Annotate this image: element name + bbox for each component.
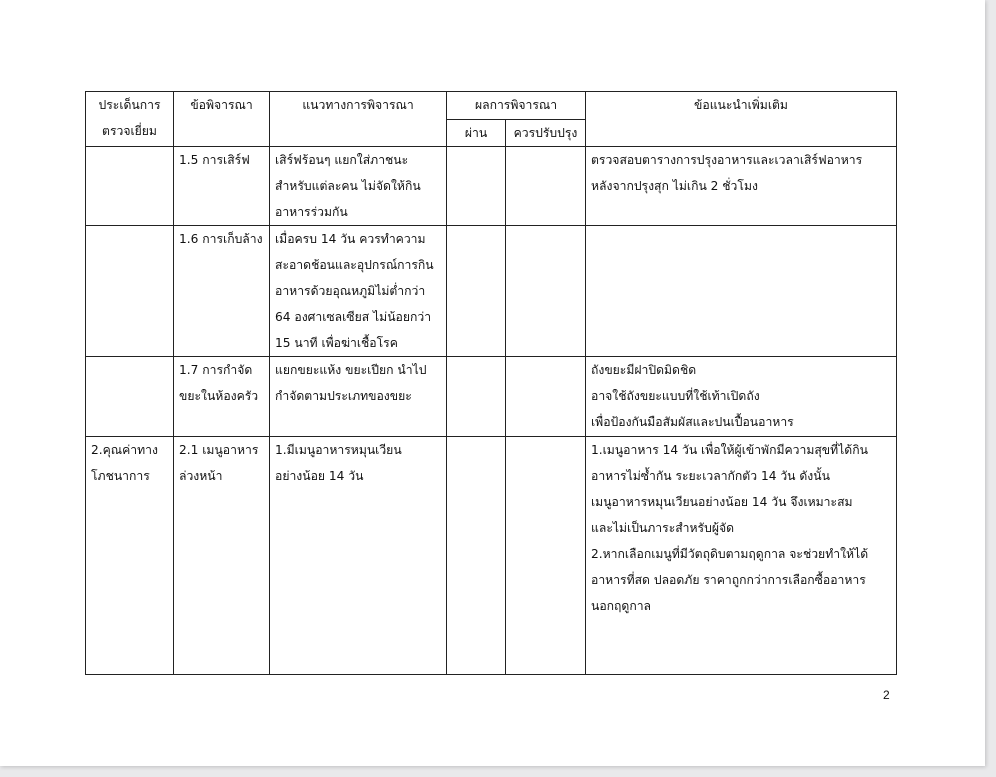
- suggestion-cell: ตรวจสอบตารางการปรุงอาหารและเวลาเสิร์ฟอาหาร หลังจากปรุงสุก ไม่เกิน 2 ชั่วโมง: [586, 147, 897, 226]
- pass-cell: [447, 147, 506, 226]
- guideline-cell: แยกขยะแห้ง ขยะเปียก นำไป กำจัดตามประเภทของขยะ: [270, 357, 447, 437]
- table-row: [86, 147, 897, 226]
- topic-cell: [86, 147, 174, 226]
- improve-cell: [506, 226, 586, 357]
- item-cell: 1.5 การเสิร์ฟ: [174, 147, 270, 226]
- item-cell: 2.1 เมนูอาหาร ล่วงหน้า: [174, 437, 270, 675]
- topic-cell: [86, 226, 174, 357]
- table-row: [86, 357, 897, 437]
- table-row: [86, 226, 897, 357]
- guideline-cell: 1.มีเมนูอาหารหมุนเวียน อย่างน้อย 14 วัน: [270, 437, 447, 675]
- suggestion-cell: [586, 226, 897, 357]
- suggestion-cell: ถังขยะมีฝาปิดมิดชิด อาจใช้ถังขยะแบบที่ใช้เท้าเปิดถัง เพื่อป้องกันมือสัมผัสและปนเปื้อนอาหาร: [586, 357, 897, 437]
- header-result: ผลการพิจารณา: [447, 92, 586, 120]
- guideline-cell: เมื่อครบ 14 วัน ควรทำความ สะอาดช้อนและอุปกรณ์การกิน อาหารด้วยอุณหภูมิไม่ต่ำกว่า 64 องศาเซลเซียส ไม่น้อยกว่า 15 นาที เพื่อฆ่าเชื้อโรค: [270, 226, 447, 357]
- table-row: [86, 437, 897, 675]
- header-suggestion: ข้อแนะนำเพิ่มเติม: [586, 92, 897, 147]
- header-result-pass: ผ่าน: [447, 120, 506, 147]
- header-result-improve: ควรปรับปรุง: [506, 120, 586, 147]
- pass-cell: [447, 226, 506, 357]
- header-guideline: แนวทางการพิจารณา: [270, 92, 447, 147]
- improve-cell: [506, 437, 586, 675]
- header-consideration: ข้อพิจารณา: [174, 92, 270, 147]
- item-cell: 1.6 การเก็บล้าง: [174, 226, 270, 357]
- topic-cell: [86, 357, 174, 437]
- inspection-table: [85, 91, 897, 675]
- header-topic: ประเด็นการ ตรวจเยี่ยม: [86, 92, 174, 147]
- page-number: 2: [883, 688, 890, 702]
- guideline-cell: เสิร์ฟร้อนๆ แยกใส่ภาชนะ สำหรับแต่ละคน ไม่จัดให้กิน อาหารร่วมกัน: [270, 147, 447, 226]
- pass-cell: [447, 357, 506, 437]
- topic-cell: 2.คุณค่าทาง โภชนาการ: [86, 437, 174, 675]
- improve-cell: [506, 147, 586, 226]
- suggestion-cell: 1.เมนูอาหาร 14 วัน เพื่อให้ผู้เข้าพักมีความสุขที่ได้กิน อาหารไม่ซ้ำกัน ระยะเวลากักตัว 14 วัน ดังนั้น เมนูอาหารหมุนเวียนอย่างน้อย 14 วัน จึงเหมาะสม และไม่เป็นภาระสำหรับผู้จัด 2.หากเลือกเมนูที่มีวัตถุดิบตามฤดูกาล จะช่วยทำให้ได้ อาหารที่สด ปลอดภัย ราคาถูกกว่าการเลือกซื้ออาหาร นอกฤดูกาล: [586, 437, 897, 675]
- item-cell: 1.7 การกำจัด ขยะในห้องครัว: [174, 357, 270, 437]
- improve-cell: [506, 357, 586, 437]
- pass-cell: [447, 437, 506, 675]
